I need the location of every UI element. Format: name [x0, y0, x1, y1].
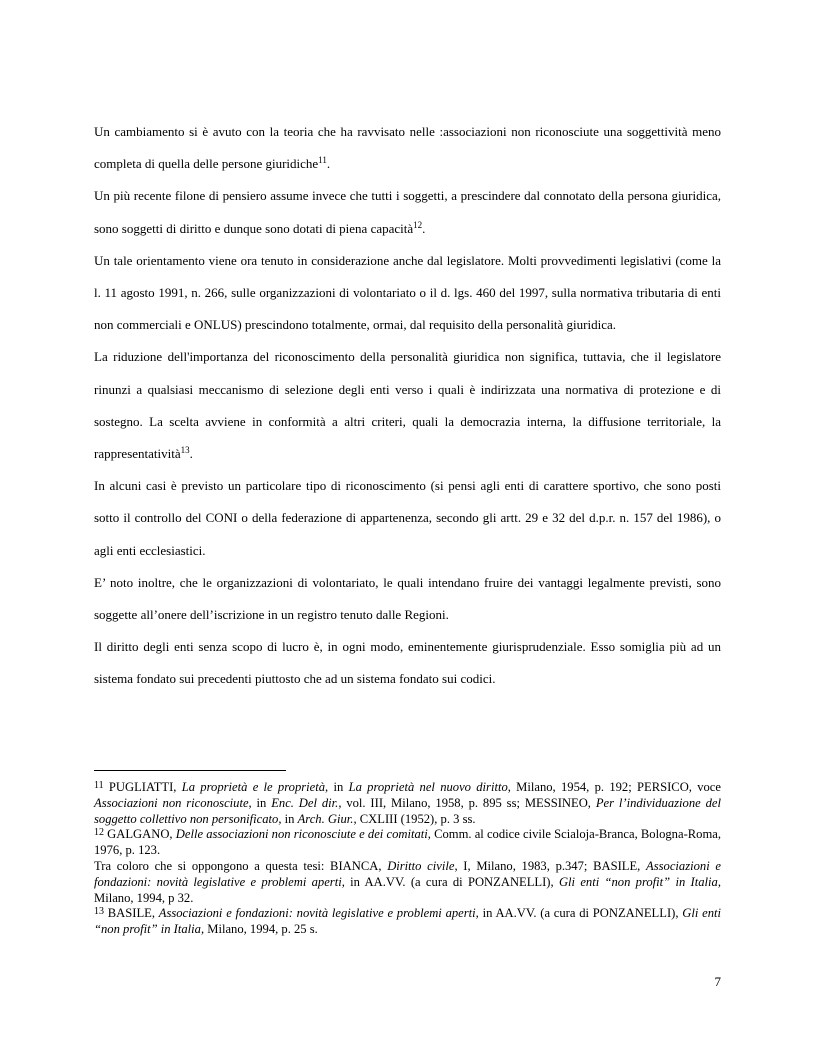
text-run: , Comm. al codice civile Scialoja-Branca, Bologna-Roma, 1976, p. 123. [94, 827, 721, 858]
text-run: GALGANO, [104, 827, 176, 842]
text-run: La proprietà e le proprietà [181, 780, 326, 794]
text-run: , vol. III, Milano, 1958, p. 895 ss; MESSINEO, [338, 795, 596, 810]
text-run: Un più recente filone di pensiero assume invece che tutti i soggetti, a prescindere dal connotato della persona giuridica, sono soggetti di diritto e dunque sono dotati di piena capacità [94, 188, 721, 236]
text-run: in AA.VV. (a cura di PONZANELLI), [478, 906, 683, 921]
text-run: Gli enti “non profit” in Italia, [558, 874, 721, 889]
footnote-ref: 12 [413, 219, 423, 230]
text-run: Milano, 1994, p. 25 s. [204, 922, 318, 937]
footnote-ref: 12 [94, 827, 104, 839]
paragraph [94, 470, 721, 567]
paragraph [94, 631, 721, 695]
text-run: , CXLIII (1952), p. 3 ss. [353, 811, 476, 826]
paragraph [94, 116, 721, 180]
document-page [94, 0, 721, 1056]
text-run: E’ noto inoltre, che le organizzazioni di volontariato, le quali intendano fruire dei vantaggi legalmente previsti, sono soggette all’onere dell’iscrizione in un registro tenuto dalle Regioni. [94, 574, 721, 623]
page-number: 7 [714, 974, 721, 989]
text-run: , Milano, 1954, p. 192; PERSICO, voce [507, 780, 721, 794]
text-run: La riduzione dell'importanza del riconoscimento della personalità giuridica non significa, tuttavia, che il legislatore rinunzi a qualsiasi meccanismo di selezione degli enti verso i quali è indirizzata una normativa di protezione e di sostegno. La scelta avviene in conformità a altri criteri, quali la democrazia interna, la diffusione territoriale, la rappresentatività [94, 349, 721, 462]
footnote [94, 827, 721, 859]
text-run: , in [278, 811, 298, 826]
text-run: In alcuni casi è previsto un particolare tipo di riconoscimento (si pensi agli enti di carattere sportivo, che sono posti sotto il controllo del CONI o della federazione di appartenenza, secondo gli artt. 29 e 32 del d.p.r. n. 157 del 1986), o agli enti ecclesiastici. [94, 478, 721, 558]
text-run: Un cambiamento si è avuto con la teoria che ha ravvisato nelle :associazioni non riconosciute una soggettività meno completa di quella delle persone giuridiche [94, 124, 721, 172]
footnote-ref: 13 [94, 906, 104, 918]
text-run: La proprietà nel nuovo diritto [348, 780, 508, 794]
text-run: Tra coloro che si oppongono a questa tesi: BIANCA, [94, 858, 388, 873]
paragraph [94, 245, 721, 342]
text-run: Gli enti “non profit” in Italia, [94, 906, 721, 937]
paragraph [94, 180, 721, 244]
paragraph [94, 341, 721, 470]
footnote-ref: 13 [180, 445, 190, 456]
footnote-ref: 11 [94, 780, 104, 791]
footnote [94, 780, 721, 827]
text-run: . [422, 220, 426, 236]
footnotes [94, 780, 721, 938]
text-run: Associazioni e fondazioni: novità legislative e problemi aperti, [94, 858, 721, 889]
footnote-separator [94, 770, 286, 771]
text-run: , in [248, 795, 272, 810]
text-run: Un tale orientamento viene ora tenuto in considerazione anche dal legislatore. Molti provvedimenti legislativi (come la l. 11 agosto 1991, n. 266, sulle organizzazioni di volontariato o il d. lgs. 460 del 1997, sulla normativa tributaria di enti non commerciali e ONLUS) prescindono totalmente, ormai, dal requisito della personalità giuridica. [94, 252, 721, 333]
text-run: Il diritto degli enti senza scopo di lucro è, in ogni modo, eminentemente giurisprudenziale. Esso somiglia più ad un sistema fondato sui precedenti piuttosto che ad un sistema fondato sui codici. [94, 639, 721, 687]
text-run: Associazioni e fondazioni: novità legislative e problemi aperti, [158, 906, 479, 921]
text-run: Associazioni non riconosciute [94, 795, 249, 810]
paragraph [94, 567, 721, 631]
text-run: PUGLIATTI, [103, 780, 182, 794]
text-run: , I, Milano, 1983, p.347; BASILE, [454, 858, 647, 873]
text-run: Delle associazioni non riconosciute e dei comitati [175, 827, 428, 842]
text-run: , in [325, 780, 349, 794]
footnote [94, 906, 721, 938]
text-run: Arch. Giur. [297, 811, 354, 826]
body-text [94, 116, 721, 696]
footnote [94, 859, 721, 906]
footnote-ref: 11 [318, 155, 327, 166]
text-run: Per l’individuazione del soggetto collettivo non personificato [94, 795, 721, 826]
text-run: Diritto civile [387, 858, 455, 873]
text-run: . [326, 156, 331, 172]
text-run: . [189, 446, 193, 462]
text-run: Milano, 1994, p 32. [94, 890, 194, 905]
text-run: Enc. Del dir. [271, 795, 339, 810]
text-run: BASILE, [104, 906, 159, 921]
text-run: in AA.VV. (a cura di PONZANELLI), [344, 874, 559, 889]
